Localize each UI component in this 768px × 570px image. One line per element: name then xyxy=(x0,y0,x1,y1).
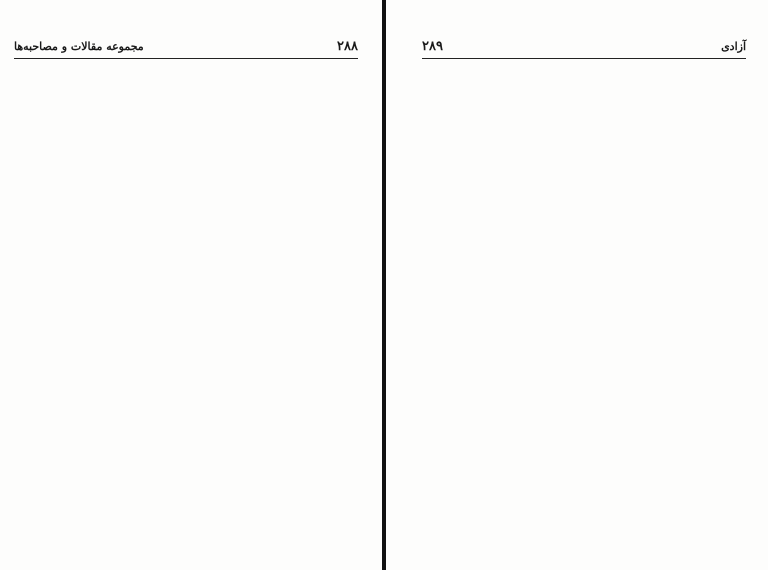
right-page xyxy=(386,0,768,570)
right-page-number: ۲۸۹ xyxy=(422,38,443,54)
left-page-number: ۲۸۸ xyxy=(337,38,358,54)
left-head-rule xyxy=(14,58,358,59)
right-head-rule xyxy=(422,58,746,59)
right-running-head xyxy=(422,38,746,54)
left-running-title: مجموعه مقالات و مصاحبه‌ها xyxy=(14,39,144,53)
left-page xyxy=(0,0,382,570)
left-running-head xyxy=(14,38,358,54)
right-running-title: آزادی xyxy=(721,39,746,53)
